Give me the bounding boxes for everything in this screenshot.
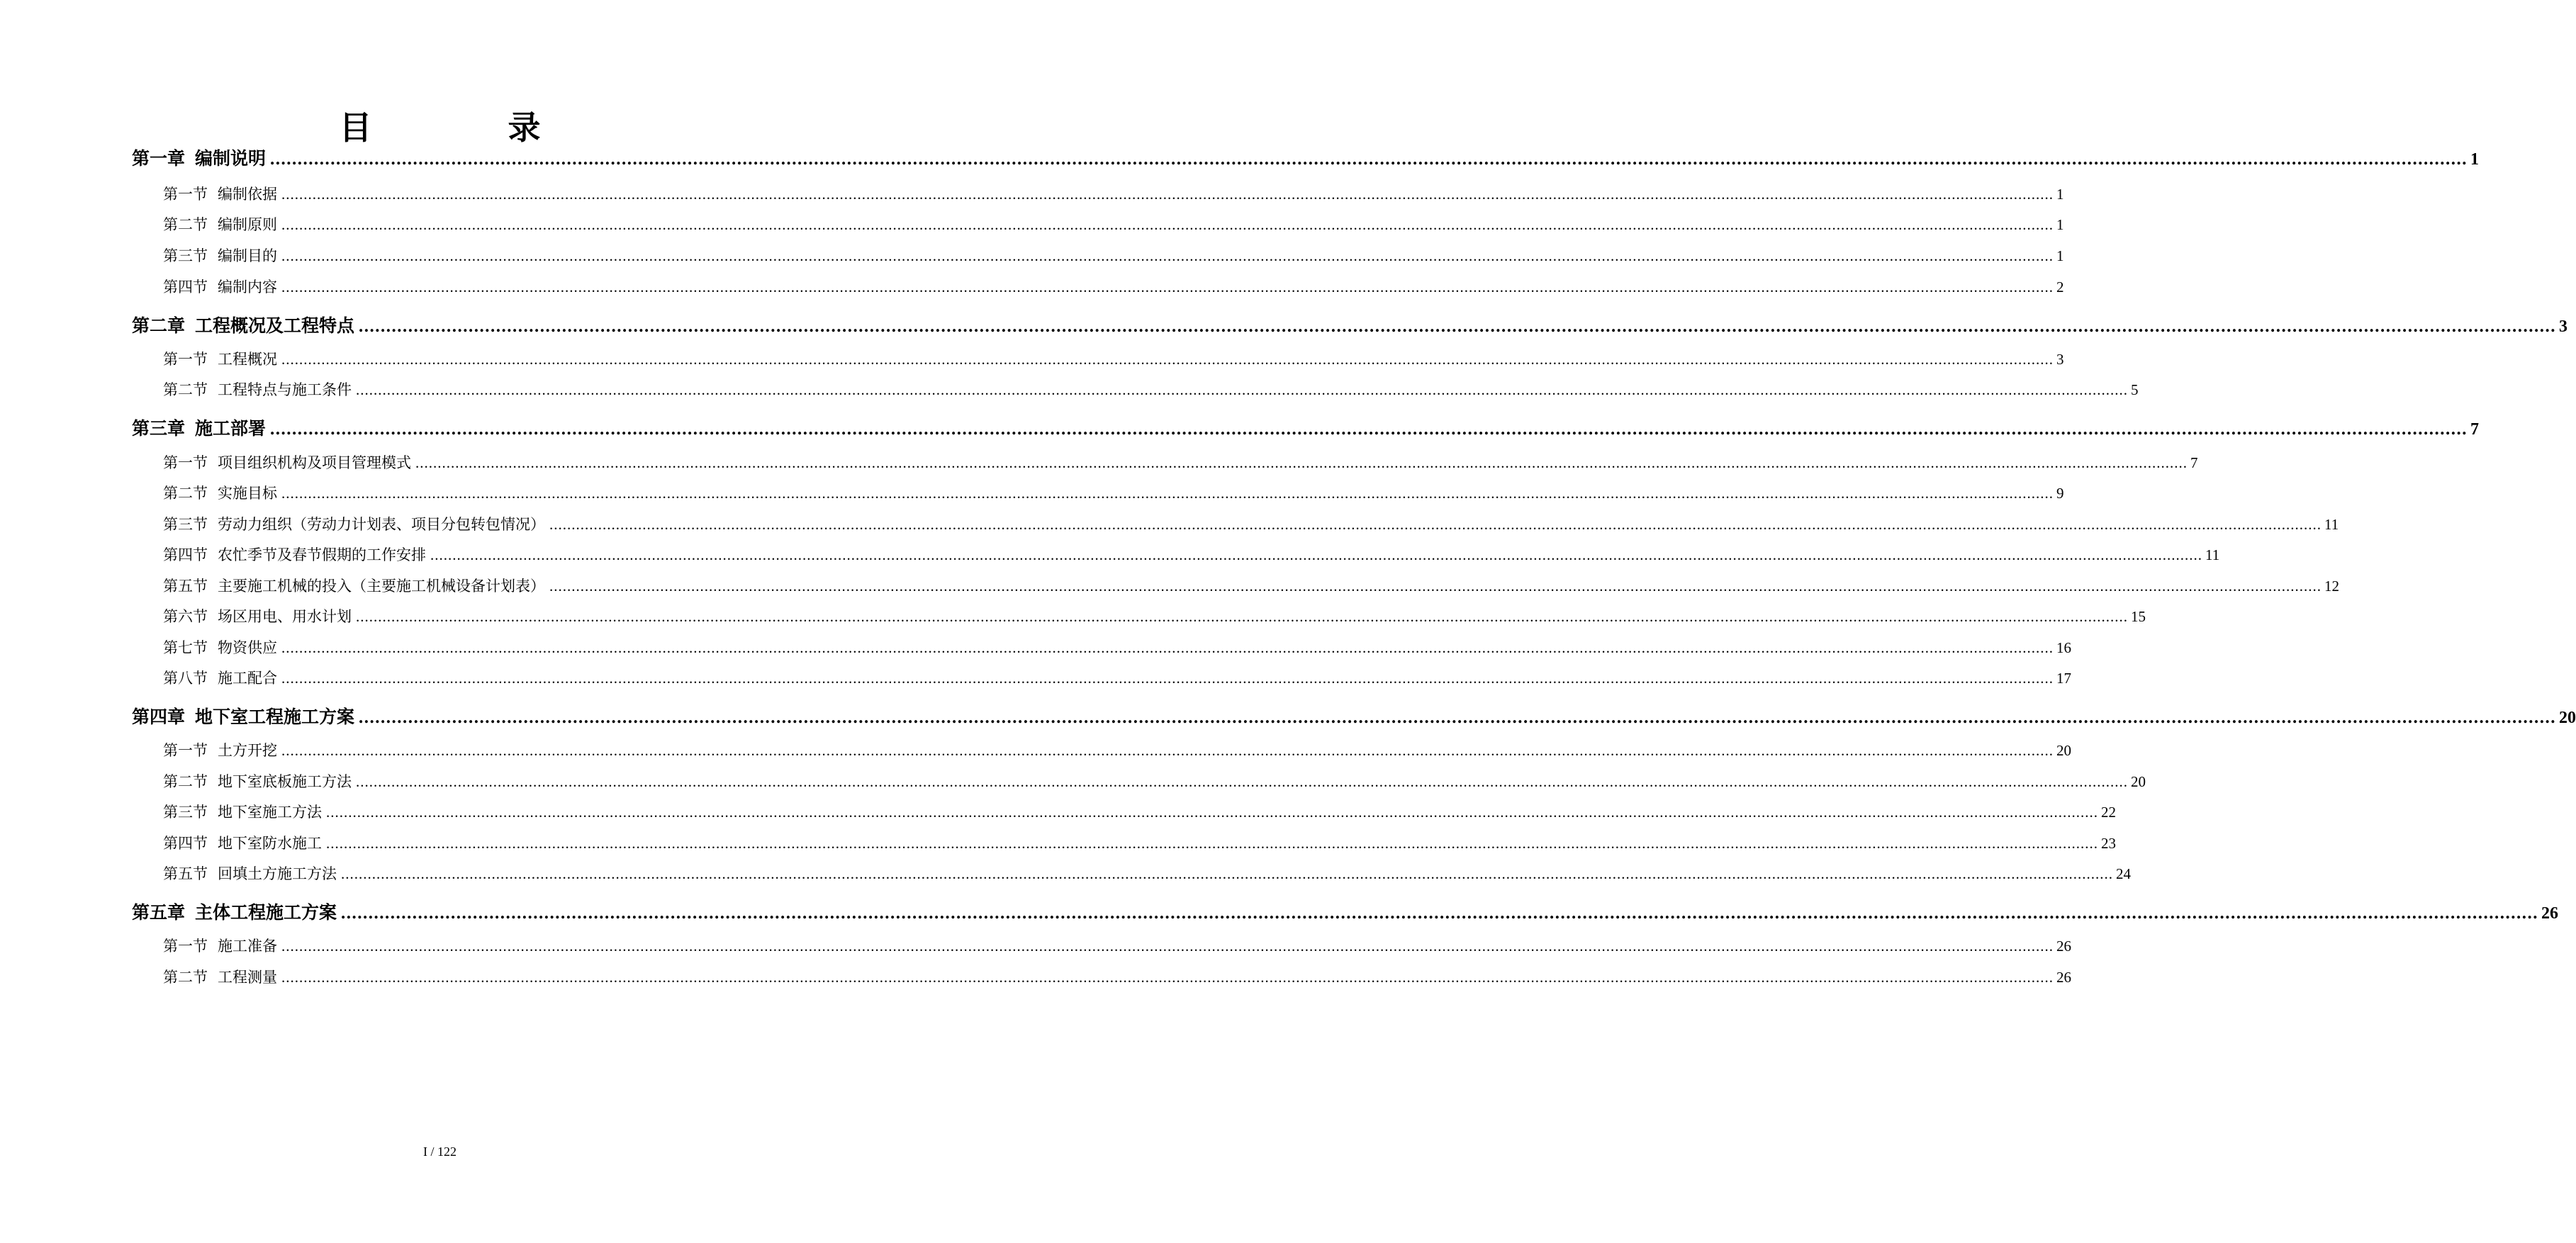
- toc-section-entry[interactable]: [163, 801, 2116, 822]
- toc-entry-label: 施工配合: [218, 670, 277, 687]
- toc-entry-page-number: 7: [2190, 454, 2198, 471]
- toc-section-entry[interactable]: [163, 862, 2131, 884]
- toc-entry-label: 地下室底板施工方法: [218, 773, 352, 790]
- toc-entry-number: 第五节: [163, 578, 208, 595]
- toc-entry-number: 第二节: [163, 381, 208, 398]
- dot-leader: ................................................................................................................................................................................................................................................................................................................................................................................................................: [356, 608, 2128, 625]
- dot-leader: ................................................................................................................................................................................................................................................................................................................................................................................................................: [281, 216, 2054, 233]
- toc-title: 目 录: [339, 108, 603, 147]
- toc-entry-number: 第一节: [163, 454, 208, 471]
- toc-entry-number: 第七节: [163, 639, 208, 656]
- toc-entry-page-number: 5: [2131, 381, 2139, 398]
- dot-leader: ................................................................................................................................................................................................................................................................................................................................................................................................................: [281, 938, 2054, 955]
- dot-leader: ................................................................................................................................................................................................................................................................................................................................................................................................................: [359, 708, 2557, 727]
- toc-entry-page-number: 7: [2470, 420, 2480, 439]
- toc-section-entry[interactable]: [163, 244, 2064, 266]
- toc-entry-page-number: 9: [2056, 485, 2064, 502]
- toc-entry-label: 劳动力组织（劳动力计划表、项目分包转包情况）: [218, 516, 545, 533]
- toc-entry-number: 第三章: [132, 418, 186, 439]
- toc-section-entry[interactable]: [163, 770, 2146, 792]
- toc-entry-label: 编制说明: [195, 148, 267, 169]
- toc-entry-label: 项目组织机构及项目管理模式: [218, 454, 411, 471]
- dot-leader: ................................................................................................................................................................................................................................................................................................................................................................................................................: [430, 546, 2202, 563]
- toc-section-entry[interactable]: [163, 605, 2146, 626]
- toc-section-entry[interactable]: [163, 739, 2071, 760]
- toc-section-entry[interactable]: [163, 667, 2071, 688]
- toc-entry-page-number: 26: [2056, 938, 2071, 955]
- toc-entry-label: 地下室工程施工方案: [195, 707, 355, 727]
- toc-entry-number: 第一节: [163, 351, 208, 368]
- toc-entry-number: 第五节: [163, 865, 208, 882]
- toc-section-entry[interactable]: [163, 513, 2339, 534]
- toc-entry-label: 施工准备: [218, 938, 277, 955]
- toc-entry-number: 第八节: [163, 670, 208, 687]
- dot-leader: ................................................................................................................................................................................................................................................................................................................................................................................................................: [415, 454, 2188, 471]
- toc-entry-page-number: 26: [2541, 904, 2559, 923]
- toc-section-entry[interactable]: [163, 482, 2064, 503]
- dot-leader: ................................................................................................................................................................................................................................................................................................................................................................................................................: [281, 351, 2054, 368]
- toc-section-entry[interactable]: [163, 348, 2064, 369]
- dot-leader: ................................................................................................................................................................................................................................................................................................................................................................................................................: [341, 865, 2113, 882]
- toc-chapter-entry[interactable]: [132, 145, 2480, 170]
- toc-chapter-entry[interactable]: [132, 703, 2576, 729]
- toc-entry-page-number: 3: [2056, 351, 2064, 368]
- toc-entry-page-number: 24: [2116, 865, 2131, 882]
- toc-entry-number: 第一节: [163, 742, 208, 759]
- toc-entry-page-number: 15: [2131, 608, 2146, 625]
- toc-entry-number: 第四节: [163, 835, 208, 852]
- toc-entry-page-number: 1: [2056, 216, 2064, 233]
- toc-entry-label: 场区用电、用水计划: [218, 608, 352, 625]
- dot-leader: ................................................................................................................................................................................................................................................................................................................................................................................................................: [281, 279, 2054, 296]
- toc-entry-label: 工程概况: [218, 351, 277, 368]
- toc-entry-label: 地下室施工方法: [218, 804, 322, 821]
- toc-section-entry[interactable]: [163, 183, 2064, 204]
- toc-entry-label: 工程概况及工程特点: [195, 315, 355, 336]
- toc-entry-page-number: 12: [2324, 578, 2339, 595]
- toc-entry-number: 第二节: [163, 773, 208, 790]
- toc-section-entry[interactable]: [163, 544, 2220, 565]
- dot-leader: ................................................................................................................................................................................................................................................................................................................................................................................................................: [281, 969, 2054, 986]
- toc-entry-label: 主体工程施工方案: [195, 902, 337, 923]
- toc-entry-label: 编制依据: [218, 186, 277, 203]
- toc-entry-page-number: 1: [2056, 247, 2064, 264]
- toc-entry-label: 主要施工机械的投入（主要施工机械设备计划表）: [218, 578, 545, 595]
- toc-entry-number: 第一章: [132, 148, 186, 169]
- toc-entry-label: 地下室防水施工: [218, 835, 322, 852]
- dot-leader: ................................................................................................................................................................................................................................................................................................................................................................................................................: [281, 670, 2054, 687]
- toc-entry-page-number: 22: [2101, 804, 2116, 821]
- dot-leader: ................................................................................................................................................................................................................................................................................................................................................................................................................: [549, 516, 2322, 533]
- toc-section-entry[interactable]: [163, 451, 2198, 473]
- toc-entry-label: 土方开挖: [218, 742, 277, 759]
- toc-entry-label: 施工部署: [195, 418, 267, 439]
- dot-leader: ................................................................................................................................................................................................................................................................................................................................................................................................................: [549, 578, 2322, 595]
- dot-leader: ................................................................................................................................................................................................................................................................................................................................................................................................................: [356, 773, 2128, 790]
- toc-section-entry[interactable]: [163, 832, 2116, 853]
- dot-leader: ................................................................................................................................................................................................................................................................................................................................................................................................................: [270, 150, 2468, 169]
- toc-entry-label: 物资供应: [218, 639, 277, 656]
- dot-leader: ................................................................................................................................................................................................................................................................................................................................................................................................................: [326, 804, 2098, 821]
- toc-entry-number: 第四节: [163, 279, 208, 296]
- toc-entry-page-number: 16: [2056, 639, 2071, 656]
- toc-entry-number: 第一节: [163, 938, 208, 955]
- toc-entry-page-number: 11: [2324, 516, 2339, 533]
- dot-leader: ................................................................................................................................................................................................................................................................................................................................................................................................................: [326, 835, 2098, 852]
- toc-entry-number: 第二章: [132, 315, 186, 336]
- dot-leader: ................................................................................................................................................................................................................................................................................................................................................................................................................: [359, 317, 2557, 336]
- page-indicator: I / 122: [423, 1144, 457, 1159]
- toc-entry-number: 第三节: [163, 247, 208, 264]
- toc-entry-number: 第一节: [163, 186, 208, 203]
- toc-entry-page-number: 1: [2056, 186, 2064, 203]
- dot-leader: ................................................................................................................................................................................................................................................................................................................................................................................................................: [281, 742, 2054, 759]
- dot-leader: ................................................................................................................................................................................................................................................................................................................................................................................................................: [356, 381, 2128, 398]
- toc-entry-page-number: 23: [2101, 835, 2116, 852]
- toc-section-entry[interactable]: [163, 575, 2339, 596]
- toc-entry-page-number: 20: [2559, 709, 2576, 727]
- dot-leader: ................................................................................................................................................................................................................................................................................................................................................................................................................: [281, 186, 2054, 203]
- dot-leader: ................................................................................................................................................................................................................................................................................................................................................................................................................: [281, 639, 2054, 656]
- toc-entry-page-number: 11: [2205, 546, 2220, 563]
- toc-entry-number: 第四章: [132, 707, 186, 727]
- toc-entry-number: 第二节: [163, 216, 208, 233]
- toc-entry-page-number: 2: [2056, 279, 2064, 296]
- toc-section-entry[interactable]: [163, 213, 2064, 235]
- toc-section-entry[interactable]: [163, 966, 2071, 987]
- toc-entry-label: 编制目的: [218, 247, 277, 264]
- toc-entry-page-number: 20: [2131, 773, 2146, 790]
- toc-chapter-entry[interactable]: [132, 312, 2568, 337]
- dot-leader: ................................................................................................................................................................................................................................................................................................................................................................................................................: [281, 485, 2054, 502]
- toc-chapter-entry[interactable]: [132, 415, 2480, 440]
- toc-entry-page-number: 1: [2470, 150, 2480, 169]
- toc-entry-label: 编制原则: [218, 216, 277, 233]
- toc-entry-page-number: 26: [2056, 969, 2071, 986]
- toc-entry-label: 回填土方施工方法: [218, 865, 337, 882]
- toc-entry-label: 编制内容: [218, 279, 277, 296]
- toc-entry-number: 第三节: [163, 516, 208, 533]
- toc-entry-number: 第二节: [163, 969, 208, 986]
- toc-section-entry[interactable]: [163, 935, 2071, 956]
- dot-leader: ................................................................................................................................................................................................................................................................................................................................................................................................................: [281, 247, 2054, 264]
- toc-entry-label: 农忙季节及春节假期的工作安排: [218, 546, 426, 563]
- toc-entry-number: 第五章: [132, 902, 186, 923]
- toc-section-entry[interactable]: [163, 276, 2064, 297]
- toc-entry-label: 工程测量: [218, 969, 277, 986]
- toc-entry-page-number: 17: [2056, 670, 2071, 687]
- toc-chapter-entry[interactable]: [132, 899, 2559, 924]
- toc-entry-number: 第二节: [163, 485, 208, 502]
- toc-entry-label: 实施目标: [218, 485, 277, 502]
- toc-section-entry[interactable]: [163, 636, 2071, 658]
- dot-leader: ................................................................................................................................................................................................................................................................................................................................................................................................................: [270, 420, 2468, 439]
- toc-entry-number: 第四节: [163, 546, 208, 563]
- toc-entry-label: 工程特点与施工条件: [218, 381, 352, 398]
- toc-entry-number: 第三节: [163, 804, 208, 821]
- toc-entry-page-number: 3: [2559, 317, 2568, 336]
- dot-leader: ................................................................................................................................................................................................................................................................................................................................................................................................................: [341, 904, 2539, 923]
- toc-entry-number: 第六节: [163, 608, 208, 625]
- toc-section-entry[interactable]: [163, 378, 2139, 400]
- toc-entry-page-number: 20: [2056, 742, 2071, 759]
